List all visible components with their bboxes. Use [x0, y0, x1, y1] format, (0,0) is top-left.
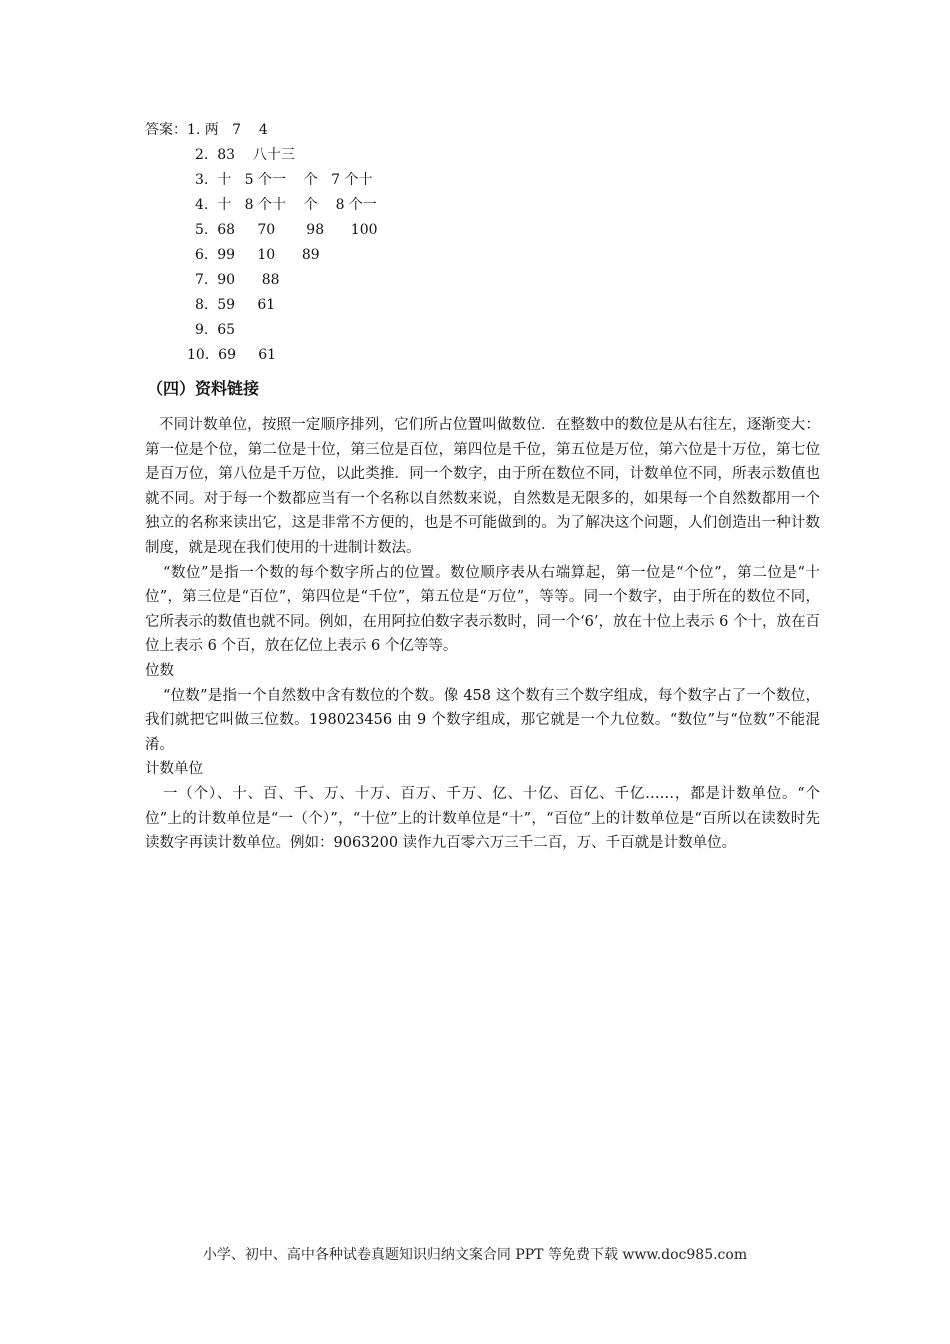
answer-row-3 [145, 168, 378, 193]
answer-item: 5. 68 70 98 100 [195, 222, 378, 238]
answer-item: 4. 十 8 个十 个 8 个一 [195, 197, 377, 213]
body-text [145, 413, 820, 856]
answer-row-10 [145, 343, 378, 368]
answer-label: 答案： [145, 122, 187, 138]
paragraph-digit-place: “数位”是指一个数的每个数字所占的位置。数位顺序表从右端算起，第一位是“个位”，第二位是“十位”，第三位是“百位”，第四位是“千位”，第五位是“万位”，等等。同一个数字，由于所在的数位不同，它所表示的数值也就不同。例如，在用阿拉伯数字表示数时，同一个‘6’，放在十位上表示 6 个十，放在百位上表示 6 个百，放在亿位上表示 6 个亿等等。 [145, 564, 820, 655]
answer-row-1 [145, 118, 378, 143]
answer-item: 10. 69 61 [187, 347, 277, 363]
answer-row-7 [145, 268, 378, 293]
answer-row-6 [145, 243, 378, 268]
answer-row-2 [145, 143, 378, 168]
subheading-counting-unit: 计数单位 [145, 761, 203, 778]
subheading-number-of-digits: 位数 [145, 662, 174, 679]
answer-row-4 [145, 193, 378, 218]
answer-row-9 [145, 318, 378, 343]
paragraph-number-of-digits: “位数”是指一个自然数中含有数位的个数。像 458 这个数有三个数字组成，每个数字占了一个数位，我们就把它叫做三位数。198023456 由 9 个数字组成，那它就是一个九位数。“数位”与“位数”不能混淆。 [145, 687, 820, 753]
answer-item: 1. 两 7 4 [187, 122, 268, 138]
page-footer: 小学、初中、高中各种试卷真题知识归纳文案合同 PPT 等免费下载 www.doc985.com [202, 1247, 748, 1263]
answer-item: 3. 十 5 个一 个 7 个十 [195, 172, 373, 188]
answer-item: 9. 65 [195, 322, 236, 338]
paragraph-counting-unit: 一（个）、十、百、千、万、十万、百万、千万、亿、十亿、百亿、千亿……，都是计数单位。“个位”上的计数单位是“一（个）”，“十位”上的计数单位是“十”，“百位”上的计数单位是“百所以在读数时先读数字再读计数单位。例如：9063200 读作九百零六万三千二百，万、千百就是计数单位。 [145, 785, 820, 852]
answer-item: 7. 90 88 [195, 272, 280, 288]
paragraph-counting-units: 不同计数单位，按照一定顺序排列，它们所占位置叫做数位．在整数中的数位是从右往左，逐渐变大：第一位是个位，第二位是十位，第三位是百位，第四位是千位，第五位是万位，第六位是十万位，第七位是百万位，第八位是千万位，以此类推．同一个数字，由于所在数位不同，计数单位不同，所表示数值也就不同。对于每一个数都应当有一个名称以自然数来说，自然数是无限多的，如果每一个自然数都用一个独立的名称来读出它，这是非常不方便的，也是不可能做到的。为了解决这个问题，人们创造出一种计数制度，就是现在我们使用的十进制计数法。 [145, 417, 820, 556]
answer-item: 2. 83 八十三 [195, 147, 295, 163]
answer-item: 6. 99 10 89 [195, 247, 320, 263]
answer-list [145, 118, 378, 368]
answer-item: 8. 59 61 [195, 297, 276, 313]
answer-row-8 [145, 293, 378, 318]
answer-row-5 [145, 218, 378, 243]
section-heading: （四）资料链接 [147, 379, 260, 398]
